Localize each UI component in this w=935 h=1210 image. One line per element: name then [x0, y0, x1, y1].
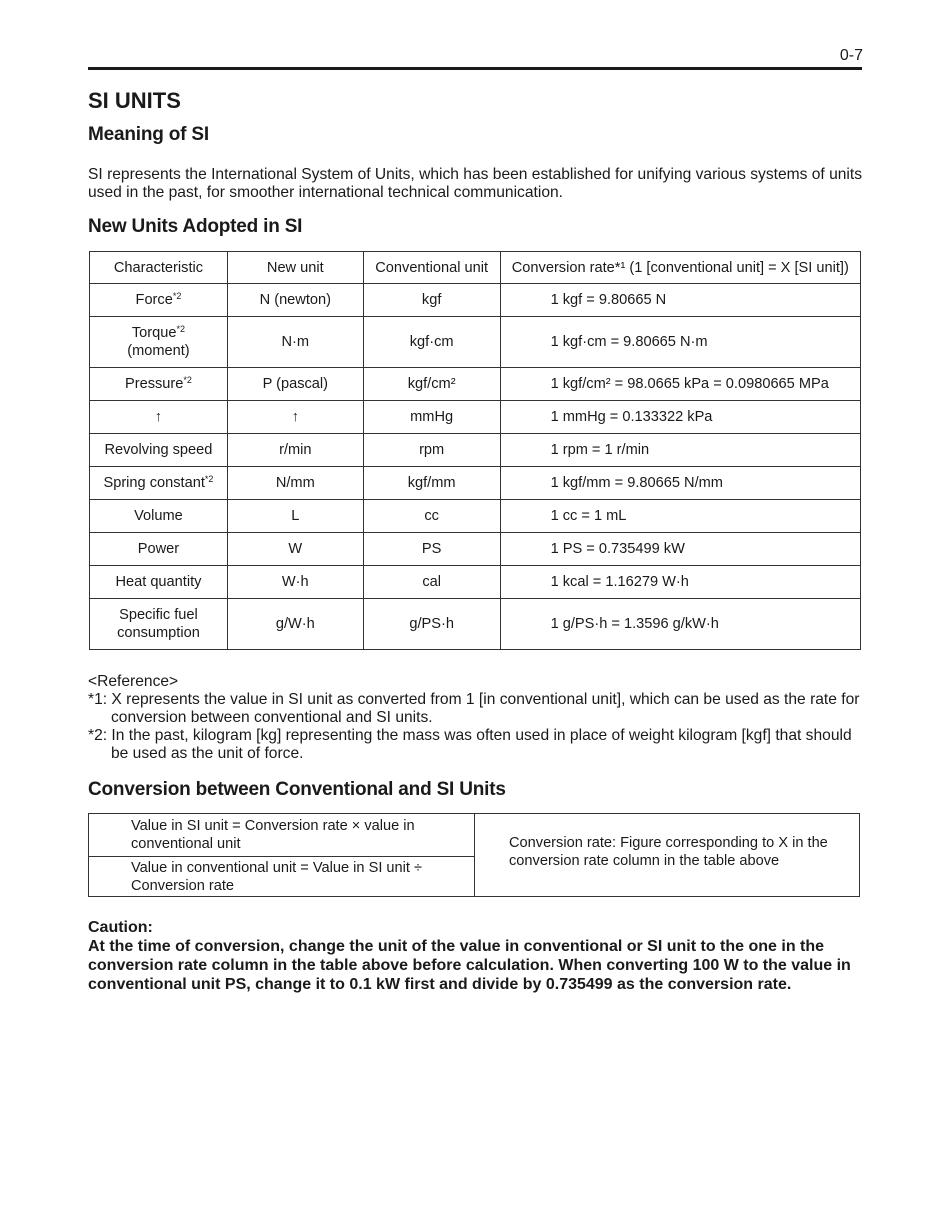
- formula-si: Value in SI unit = Conversion rate × value in conventional unit: [131, 818, 415, 852]
- reference-label: <Reference>: [88, 673, 179, 690]
- characteristic-cell: Heat quantity: [90, 566, 228, 599]
- characteristic-cell: Specific fuel consumption: [90, 599, 228, 650]
- conversion-box: [88, 813, 860, 897]
- new-unit-cell: W·h: [227, 566, 363, 599]
- reference-note-1: *1: X represents the value in SI unit as converted from 1 [in conventional unit], which can be used as the rate for conversion between conventional and SI units.: [88, 691, 860, 726]
- characteristic-cell: Force$^{*2}$: [90, 284, 228, 317]
- conversion-heading: Conversion between Conventional and SI Units: [88, 779, 506, 800]
- si-units-table: [89, 251, 861, 650]
- table-row: [90, 533, 861, 566]
- reference-section: [88, 673, 868, 763]
- new-unit-cell: L: [227, 500, 363, 533]
- new-unit-cell: W: [227, 533, 363, 566]
- ditto-arrow-icon: ↑: [90, 401, 228, 434]
- characteristic-cell: Pressure$^{*2}$: [90, 368, 228, 401]
- new-unit-cell: N (newton): [227, 284, 363, 317]
- characteristic-cell: Volume: [90, 500, 228, 533]
- new-unit-cell: N·m: [227, 317, 363, 368]
- conversion-rate-cell: 1 kgf = 9.80665 N: [500, 284, 860, 317]
- conversion-rate-cell: 1 kcal = 1.16279 W·h: [500, 566, 860, 599]
- caution-text: At the time of conversion, change the unit of the value in conventional or SI unit to the one in the conversion rate column in the table above before calculation. When converting 100 W to the value in conventional unit PS, change it to 0.1 kW first and divide by 0.735499 as the conversion rate.: [88, 938, 851, 993]
- conversion-rate-cell: 1 PS = 0.735499 kW: [500, 533, 860, 566]
- new-unit-cell: r/min: [227, 434, 363, 467]
- conventional-unit-cell: PS: [363, 533, 500, 566]
- column-header: New unit: [227, 252, 363, 284]
- table-row: [90, 467, 861, 500]
- conversion-rate-cell: 1 g/PS·h = 1.3596 g/kW·h: [500, 599, 860, 650]
- conventional-unit-cell: cal: [363, 566, 500, 599]
- conversion-rate-cell: 1 mmHg = 0.133322 kPa: [500, 401, 860, 434]
- table-row: [90, 434, 861, 467]
- table-row: [90, 566, 861, 599]
- formula-divider: [89, 856, 474, 857]
- ditto-arrow-icon: ↑: [227, 401, 363, 434]
- column-header: Conversion rate*¹ (1 [conventional unit] = X [SI unit]): [500, 252, 860, 284]
- caution-label: Caution:: [88, 919, 153, 936]
- table-row: [90, 401, 861, 434]
- conversion-rate-cell: 1 kgf/mm = 9.80665 N/mm: [500, 467, 860, 500]
- table-row: [90, 368, 861, 401]
- conversion-rate-cell: 1 kgf/cm² = 98.0665 kPa = 0.0980665 MPa: [500, 368, 860, 401]
- conversion-rate-cell: 1 kgf·cm = 9.80665 N·m: [500, 317, 860, 368]
- page-title: SI UNITS: [88, 88, 181, 113]
- caution-block: [88, 918, 868, 994]
- characteristic-cell: Revolving speed: [90, 434, 228, 467]
- conversion-rate-cell: 1 cc = 1 mL: [500, 500, 860, 533]
- page-number: 0-7: [839, 47, 863, 64]
- conversion-explanation: Conversion rate: Figure corresponding to X in the conversion rate column in the table above: [509, 835, 828, 869]
- conventional-unit-cell: kgf: [363, 284, 500, 317]
- table-row: [90, 284, 861, 317]
- meaning-text: SI represents the International System of Units, which has been established for unifying various systems of units used in the past, for smoother international technical communication.: [88, 166, 863, 201]
- conventional-unit-cell: mmHg: [363, 401, 500, 434]
- column-header: Characteristic: [90, 252, 228, 284]
- conventional-unit-cell: kgf·cm: [363, 317, 500, 368]
- top-rule: [88, 67, 862, 70]
- new-units-heading: New Units Adopted in SI: [88, 216, 303, 237]
- conventional-unit-cell: kgf/cm²: [363, 368, 500, 401]
- table-header-row: [90, 252, 861, 284]
- new-unit-cell: P (pascal): [227, 368, 363, 401]
- new-unit-cell: g/W·h: [227, 599, 363, 650]
- column-header: Conventional unit: [363, 252, 500, 284]
- conventional-unit-cell: g/PS·h: [363, 599, 500, 650]
- table-row: [90, 317, 861, 368]
- conventional-unit-cell: rpm: [363, 434, 500, 467]
- new-unit-cell: N/mm: [227, 467, 363, 500]
- characteristic-cell: Torque$^{*2}$ (moment): [90, 317, 228, 368]
- characteristic-cell: Power: [90, 533, 228, 566]
- conventional-unit-cell: cc: [363, 500, 500, 533]
- table-row: [90, 500, 861, 533]
- table-row: [90, 599, 861, 650]
- conventional-unit-cell: kgf/mm: [363, 467, 500, 500]
- reference-note-2: *2: In the past, kilogram [kg] representing the mass was often used in place of weight kilogram [kgf] that should be used as the unit of force.: [88, 727, 852, 762]
- meaning-heading: Meaning of SI: [88, 124, 209, 145]
- conversion-rate-cell: 1 rpm = 1 r/min: [500, 434, 860, 467]
- characteristic-cell: Spring constant$^{*2}$: [90, 467, 228, 500]
- formula-conventional: Value in conventional unit = Value in SI unit ÷ Conversion rate: [131, 860, 423, 894]
